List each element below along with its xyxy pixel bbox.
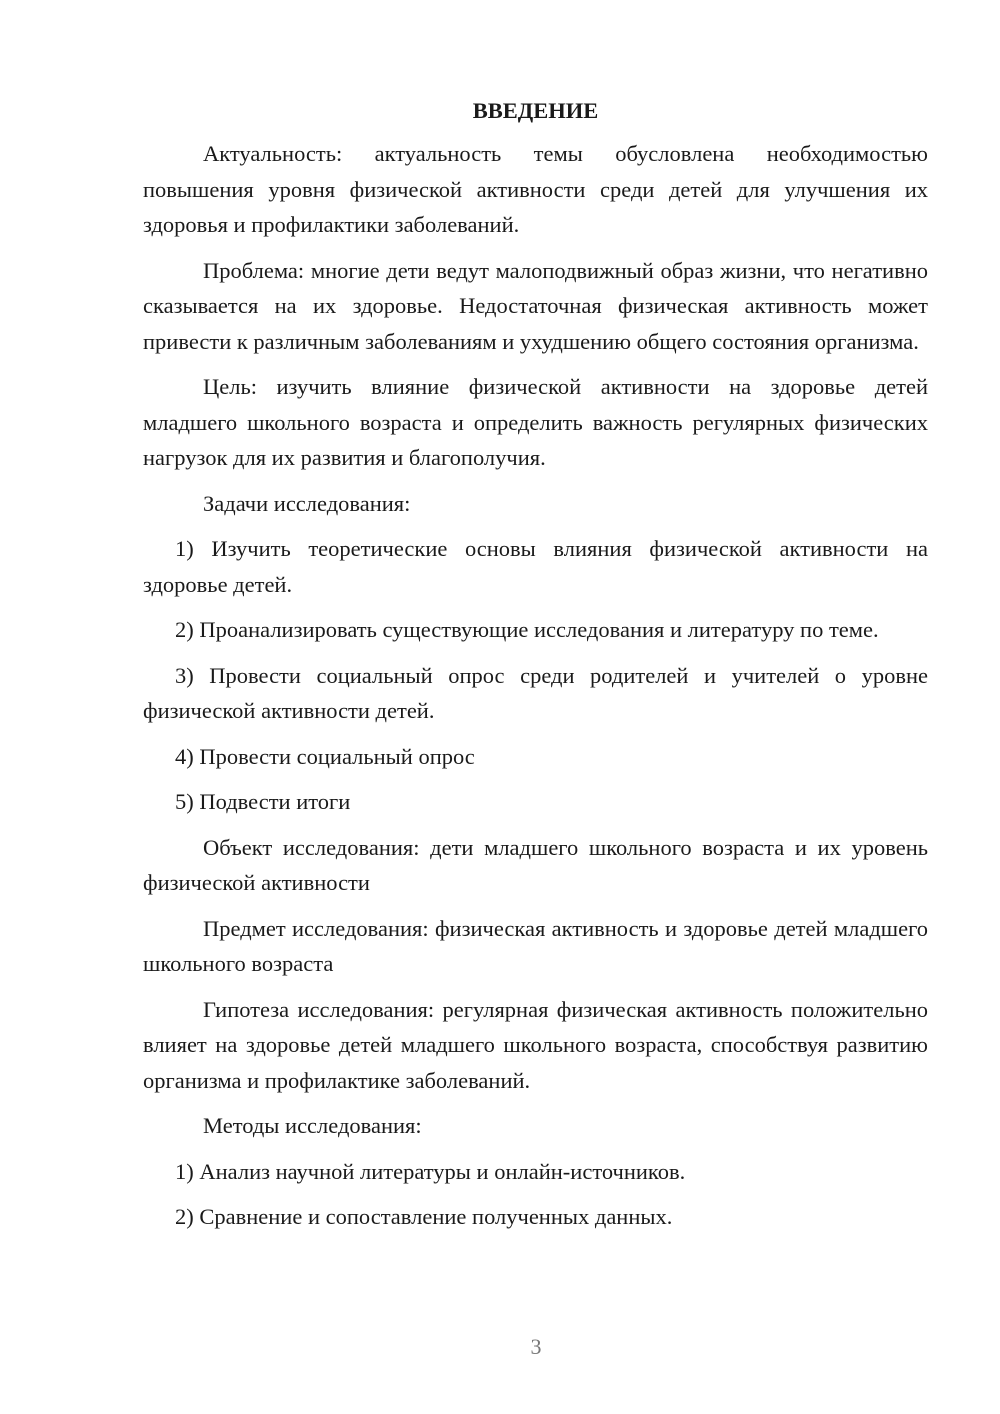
- methods-heading: Методы исследования:: [203, 1113, 422, 1138]
- task-item: 5) Подвести итоги: [175, 789, 351, 814]
- section-title: ВВЕДЕНИЕ: [472, 98, 599, 123]
- tasks-heading: Задачи исследования:: [203, 490, 411, 516]
- method-item: 1) Анализ научной литературы и онлайн-источников.: [175, 1158, 686, 1184]
- task-item: 2) Проанализировать существующие исследования и литературу по теме.: [175, 617, 879, 642]
- problem-paragraph: Проблема: многие дети ведут малоподвижный образ жизни, что негативно сказывается на их здоровье. Недостаточная физическая активность может привести к различным заболеваниям и ухудшению общего состояния организма.: [143, 257, 928, 354]
- goal-paragraph: Цель: изучить влияние физической активности на здоровье детей младшего школьного возраста и определить важность регулярных физических нагрузок для их развития и благополучия.: [143, 374, 928, 470]
- task-item: 1) Изучить теоретические основы влияния физической активности на здоровье детей.: [143, 536, 928, 597]
- subject-paragraph: Предмет исследования: физическая активность и здоровье детей младшего школьного возраста: [143, 915, 928, 976]
- page-number: 3: [530, 1334, 542, 1359]
- task-item: 4) Провести социальный опрос: [175, 743, 475, 769]
- method-item: 2) Сравнение и сопоставление полученных данных.: [175, 1204, 673, 1229]
- hypothesis-paragraph: Гипотеза исследования: регулярная физическая активность положительно влияет на здоровье детей младшего школьного возраста, способствуя развитию организма и профилактике заболеваний.: [143, 996, 928, 1093]
- object-paragraph: Объект исследования: дети младшего школьного возраста и их уровень физической активности: [143, 834, 928, 895]
- document-body: [143, 96, 928, 1245]
- task-item: 3) Провести социальный опрос среди родителей и учителей о уровне физической активности детей.: [143, 662, 928, 723]
- relevance-paragraph: Актуальность: актуальность темы обусловлена необходимостью повышения уровня физической активности среди детей для улучшения их здоровья и профилактики заболеваний.: [143, 141, 928, 237]
